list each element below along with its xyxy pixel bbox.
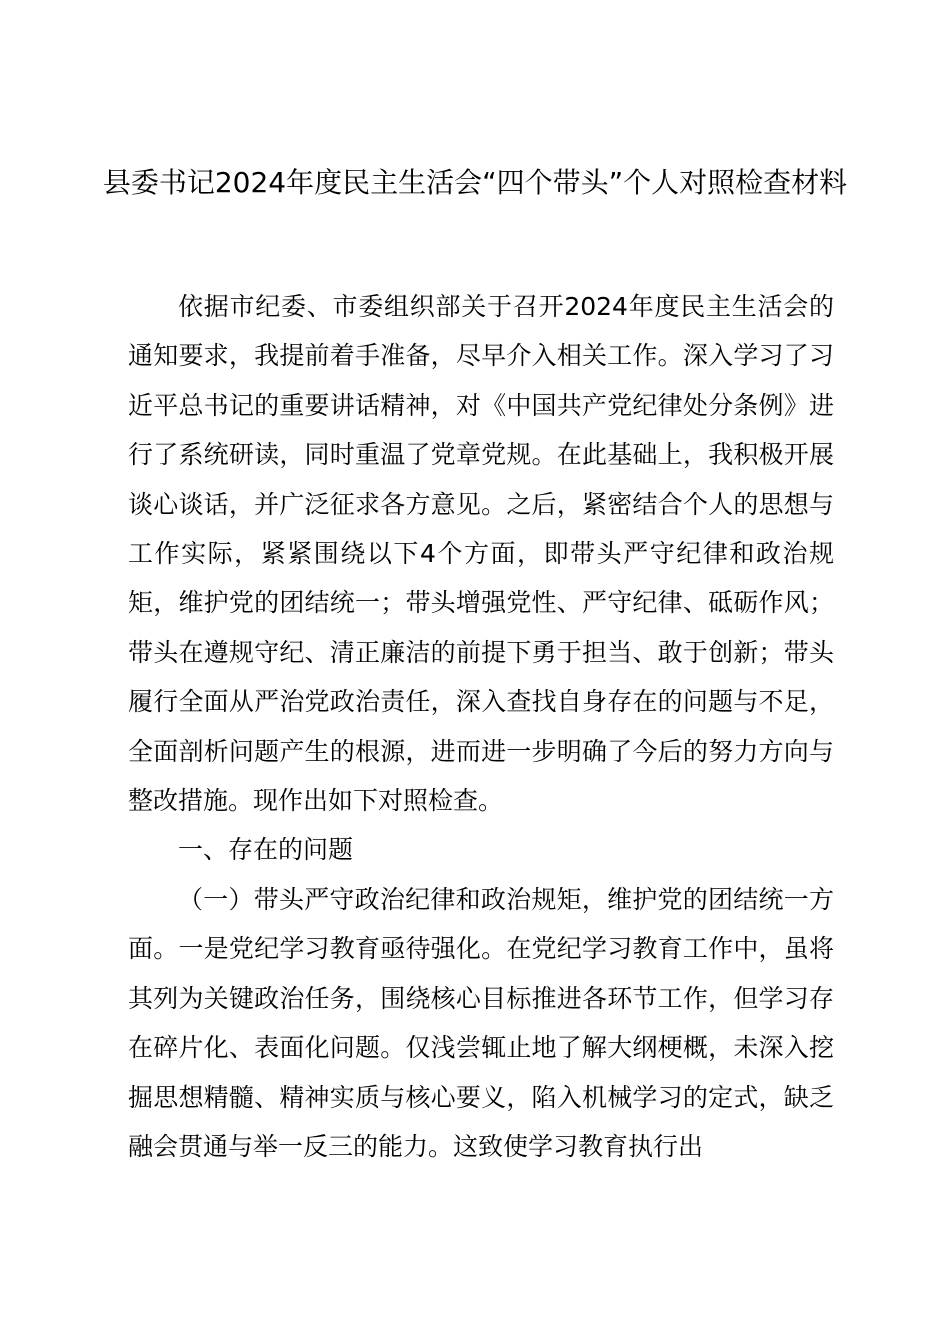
document-body	[128, 282, 834, 1171]
document-title: 县委书记2024年度民主生活会“四个带头”个人对照检查材料	[102, 166, 848, 199]
section-heading: 一、存在的问题	[178, 835, 354, 865]
section-paragraph: （一）带头严守政治纪律和政治规矩，维护党的团结统一方面。一是党纪学习教育亟待强化。在党纪学习教育工作中，虽将其列为关键政治任务，围绕核心目标推进各环节工作，但学习存在碎片化、表面化问题。仅浅尝辄止地了解大纲梗概，未深入挖掘思想精髓、精神实质与核心要义，陷入机械学习的定式，缺乏融会贯通与举一反三的能力。这致使学习教育执行出	[128, 884, 834, 1161]
intro-paragraph: 依据市纪委、市委组织部关于召开2024年度民主生活会的通知要求，我提前着手准备，尽早介入相关工作。深入学习了习近平总书记的重要讲话精神，对《中国共产党纪律处分条例》进行了系统研读，同时重温了党章党规。在此基础上，我积极开展谈心谈话，并广泛征求各方意见。之后，紧密结合个人的思想与工作实际，紧紧围绕以下4个方面，即带头严守纪律和政治规矩，维护党的团结统一；带头增强党性、严守纪律、砥砺作风；带头在遵规守纪、清正廉洁的前提下勇于担当、敢于创新；带头履行全面从严治党政治责任，深入查找自身存在的问题与不足，全面剖析问题产生的根源，进而进一步明确了今后的努力方向与整改措施。现作出如下对照检查。	[128, 292, 834, 816]
